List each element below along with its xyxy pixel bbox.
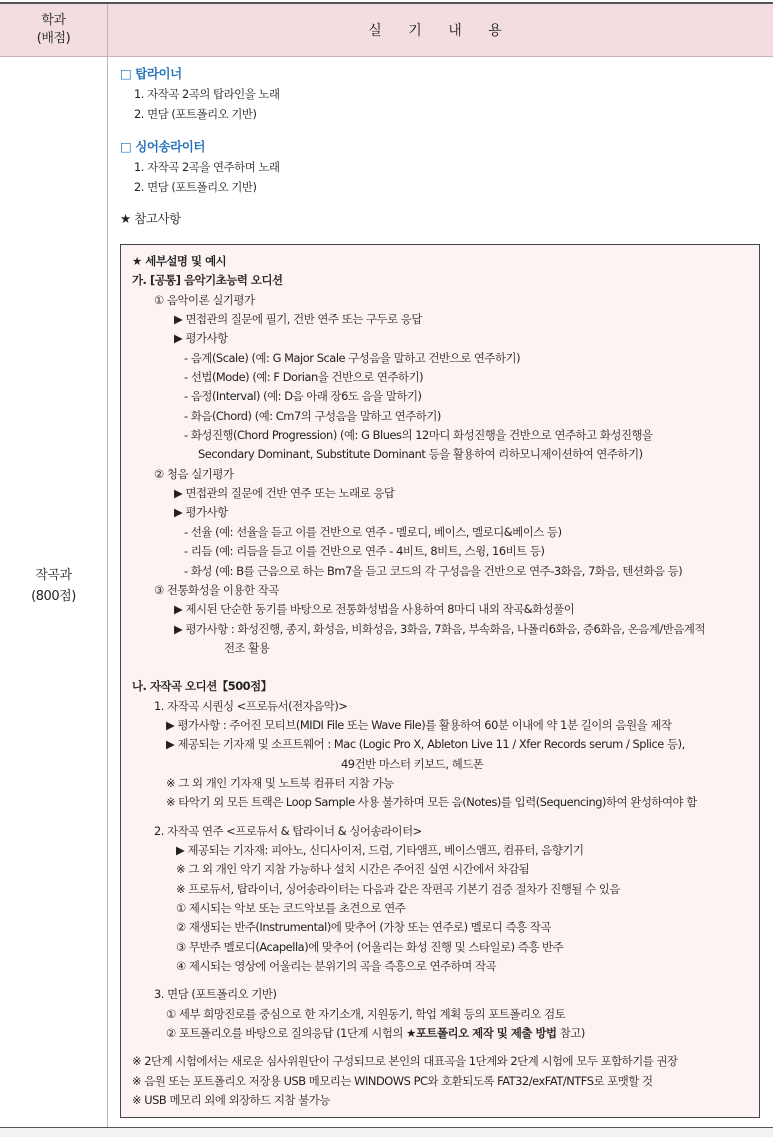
detail-box: [120, 244, 760, 1118]
list-item: [132, 1024, 759, 1043]
list-item: ※ 그 외 개인 악기 지참 가능하나 설치 시간은 주어진 실연 시간에서 차감됨: [176, 862, 530, 877]
b2-title: 2. 자작곡 연주 <프로듀서 & 탑라이너 & 싱어송라이터>: [154, 823, 422, 838]
list-item: ▶ 평가사항 : 화성진행, 종지, 화성음, 비화성음, 3화음, 7화음, 부속화음, 나폴리6화음, 증6화음, 온음계/반음계적: [174, 621, 705, 636]
header-dept-label: 학과: [41, 13, 66, 28]
header-content-label: 실 기 내 용: [368, 23, 513, 39]
b3-title: 3. 면담 (포트폴리오 기반): [154, 987, 277, 1002]
list-item: - 음계(Scale) (예: G Major Scale 구성음을 말하고 건반으로 연주하기): [184, 350, 521, 365]
list-item: ▶ 면접관의 질문에 필기, 건반 연주 또는 구두로 응답: [174, 312, 422, 327]
list-item: - 화음(Chord) (예: Cm7의 구성음을 말하고 연주하기): [184, 408, 441, 423]
dept-cell: [0, 565, 107, 607]
list-item: ▶ 제시된 단순한 동기를 바탕으로 전통화성법을 사용하여 8마디 내외 작곡&화성풀이: [174, 602, 575, 617]
list-item: 전조 활용: [224, 640, 270, 655]
dept-score: (800점): [31, 589, 76, 604]
note-item: ※ 음원 또는 포트폴리오 저장용 USB 메모리는 WINDOWS PC와 호환되도록 FAT32/exFAT/NTFS로 포맷할 것: [132, 1073, 653, 1088]
list-item: ▶ 평가사항: [174, 331, 228, 346]
list-item: - 선율 (예: 선율을 듣고 이를 건반으로 연주 - 멜로디, 베이스, 멜로디&베이스 등): [184, 524, 562, 539]
list-item: - 선법(Mode) (예: F Dorian을 건반으로 연주하기): [184, 370, 424, 385]
box-title: ★ 세부설명 및 예시: [132, 254, 227, 268]
section-b-title: 나. 자작곡 오디션【500점】: [132, 679, 272, 694]
note-item: ※ 2단계 시험에서는 새로운 심사위원단이 구성되므로 본인의 대표곡을 1단계와 2단계 시험에 모두 포함하기를 권장: [132, 1054, 678, 1069]
reference-heading: ★ 참고사항: [120, 211, 181, 226]
a3-title: ③ 전통화성을 이용한 작곡: [154, 582, 279, 597]
table-header: [0, 4, 773, 57]
list-item: ※ 프로듀서, 탑라이너, 싱어송라이터는 다음과 같은 작편곡 기본기 검증 절차가 진행될 수 있음: [176, 881, 620, 896]
body-divider: [107, 57, 108, 1127]
list-item: - 음정(Interval) (예: D음 아래 장6도 음을 말하기): [184, 389, 422, 404]
list-item: ▶ 제공되는 기자재 및 소프트웨어 : Mac (Logic Pro X, Ableton Live 11 / Xfer Records serum / Splice 등),: [166, 737, 685, 752]
list-item: ③ 무반주 멜로디(Acapella)에 맞추어 (어울리는 화성 진행 및 스타일로) 즉흥 반주: [176, 939, 564, 954]
b3-item2-text: ② 포트폴리오를 바탕으로 질의응답 (1단계 시험의: [166, 1026, 407, 1041]
list-item: 1. 자작곡 2곡의 탑라인을 노래: [134, 87, 280, 101]
list-item: ▶ 평가사항 : 주어진 모티브(MIDI File 또는 Wave File)를 활용하여 60분 이내에 약 1분 길이의 음원을 제작: [166, 717, 672, 732]
list-item: 2. 면담 (포트폴리오 기반): [134, 180, 257, 194]
a1-title: ① 음악이론 실기평가: [154, 292, 255, 307]
list-item: ▶ 면접관의 질문에 건반 연주 또는 노래로 응답: [174, 486, 395, 501]
list-item: ※ 그 외 개인 기자재 및 노트북 컴퓨터 지참 가능: [166, 775, 394, 790]
note-item: ※ USB 메모리 외에 외장하드 지참 불가능: [132, 1093, 330, 1108]
dept-name: 작곡과: [35, 568, 72, 583]
list-item: ④ 제시되는 영상에 어울리는 분위기의 곡을 즉흥으로 연주하며 작곡: [176, 959, 497, 974]
list-item: - 화성 (예: B를 근음으로 하는 Bm7을 듣고 코드의 각 구성음을 건반으로 연주-3화음, 7화음, 텐션화음 등): [184, 563, 683, 578]
b1-title: 1. 자작곡 시퀀싱 <프로듀서(전자음악)>: [154, 698, 348, 713]
list-item: ▶ 평가사항: [174, 505, 228, 520]
list-item: ① 제시되는 악보 또는 코드악보를 초견으로 연주: [176, 901, 406, 915]
list-item: ▶ 제공되는 기자재: 피아노, 신디사이저, 드럼, 기타앰프, 베이스앰프, 컴퓨터, 음향기기: [176, 842, 584, 857]
list-item: ※ 타악기 외 모든 트랙은 Loop Sample 사용 불가하며 모든 음(Notes)를 입력(Sequencing)하여 완성하여야 함: [166, 795, 697, 810]
a2-title: ② 청음 실기평가: [154, 466, 234, 481]
b3-item2-tail: 참고): [556, 1026, 585, 1041]
list-item: ② 재생되는 반주(Instrumental)에 맞추어 (가창 또는 연주로) 멜로디 즉흥 작곡: [176, 920, 551, 935]
content-cell: [120, 64, 765, 229]
section-a-title: 가. [공통] 음악기초능력 오디션: [132, 273, 283, 288]
list-item: ① 세부 희망진로를 중심으로 한 자기소개, 지원동기, 학업 계획 등의 포트폴리오 검토: [166, 1006, 566, 1021]
list-item: 2. 면담 (포트폴리오 기반): [134, 107, 257, 121]
header-dept-cell: [0, 4, 107, 56]
list-item: - 리듬 (예: 리듬을 듣고 이를 건반으로 연주 - 4비트, 8비트, 스윙, 16비트 등): [184, 544, 545, 559]
section-title-topliner: □ 탑라이너: [120, 66, 182, 81]
list-item: 1. 자작곡 2곡을 연주하며 노래: [134, 160, 280, 174]
list-item: 49건반 마스터 키보드, 헤드폰: [341, 756, 484, 771]
list-item: Secondary Dominant, Substitute Dominant 등을 활용하여 리하모니제이션하여 연주하기): [198, 447, 643, 462]
header-score-label: (배점): [36, 31, 71, 46]
b3-item2-bold: ★포트폴리오 제작 및 제출 방법: [406, 1026, 557, 1041]
list-item: - 화성진행(Chord Progression) (예: G Blues의 12마디 화성진행을 건반으로 연주하고 화성진행을: [184, 428, 653, 443]
bottom-strip: [0, 1128, 773, 1137]
section-title-singer-songwriter: □ 싱어송라이터: [120, 139, 206, 154]
